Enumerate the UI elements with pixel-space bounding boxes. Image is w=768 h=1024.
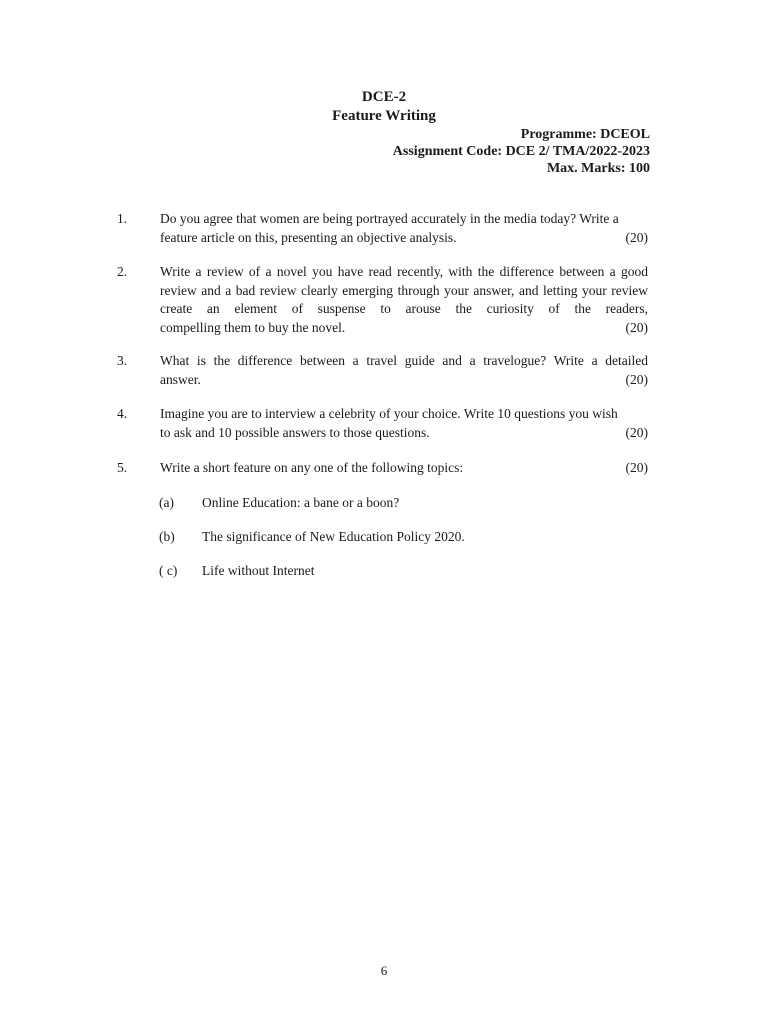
- question-number: 2.: [117, 264, 128, 279]
- max-marks-line: Max. Marks: 100: [546, 161, 650, 176]
- option-text: The significance of New Education Policy 2020.: [202, 529, 465, 544]
- page-number: 6: [380, 963, 388, 978]
- question-number: 3.: [117, 353, 128, 368]
- option-label: (a): [159, 495, 174, 510]
- question-last-line: compelling them to buy the novel.: [160, 319, 346, 335]
- question-number: 4.: [117, 406, 128, 421]
- question-marks: (20): [625, 460, 648, 475]
- option-text: Life without Internet: [202, 563, 315, 578]
- course-title: Feature Writing: [332, 108, 436, 124]
- question-item: [117, 263, 648, 339]
- question-line: Write a review of a novel you have read recently, with the difference between a good review and a bad review clearly emerging through your answer, and letting your review create an element of suspense to arouse the curiosity of the readers,: [160, 264, 648, 316]
- option-label: ( c): [159, 563, 178, 578]
- question-text: [160, 459, 648, 478]
- question-text: [160, 405, 648, 442]
- question-last-line: Write a short feature on any one of the following topics:: [160, 460, 464, 475]
- option-text: Online Education: a bane or a boon?: [202, 495, 400, 510]
- question-number: 1.: [117, 211, 128, 226]
- question-text: [160, 352, 648, 389]
- question-line: What is the difference between a travel guide and a travelogue? Write a detailed: [160, 353, 648, 368]
- question-item: [117, 405, 648, 443]
- question-text: [160, 210, 648, 247]
- question-marks: (20): [625, 371, 648, 387]
- option-label: (b): [159, 529, 175, 544]
- question-line: Imagine you are to interview a celebrity of your choice. Write 10 questions you wish: [160, 406, 618, 421]
- question-item: [117, 210, 648, 248]
- assignment-code-line: Assignment Code: DCE 2/ TMA/2022-2023: [392, 144, 650, 159]
- question-text: [160, 263, 648, 337]
- course-code: DCE-2: [361, 89, 407, 105]
- question-item: [117, 459, 648, 479]
- question-marks: (20): [625, 319, 648, 335]
- question-last-line: answer.: [160, 371, 201, 387]
- question-item: [117, 352, 648, 390]
- question-last-line: feature article on this, presenting an objective analysis.: [160, 229, 457, 245]
- question-number: 5.: [117, 460, 128, 475]
- question-marks: (20): [625, 229, 648, 245]
- question-line: Do you agree that women are being portrayed accurately in the media today? Write a: [160, 211, 619, 226]
- question-marks: (20): [625, 424, 648, 440]
- programme-line: Programme: DCEOL: [520, 127, 650, 142]
- question-last-line: to ask and 10 possible answers to those questions.: [160, 424, 430, 440]
